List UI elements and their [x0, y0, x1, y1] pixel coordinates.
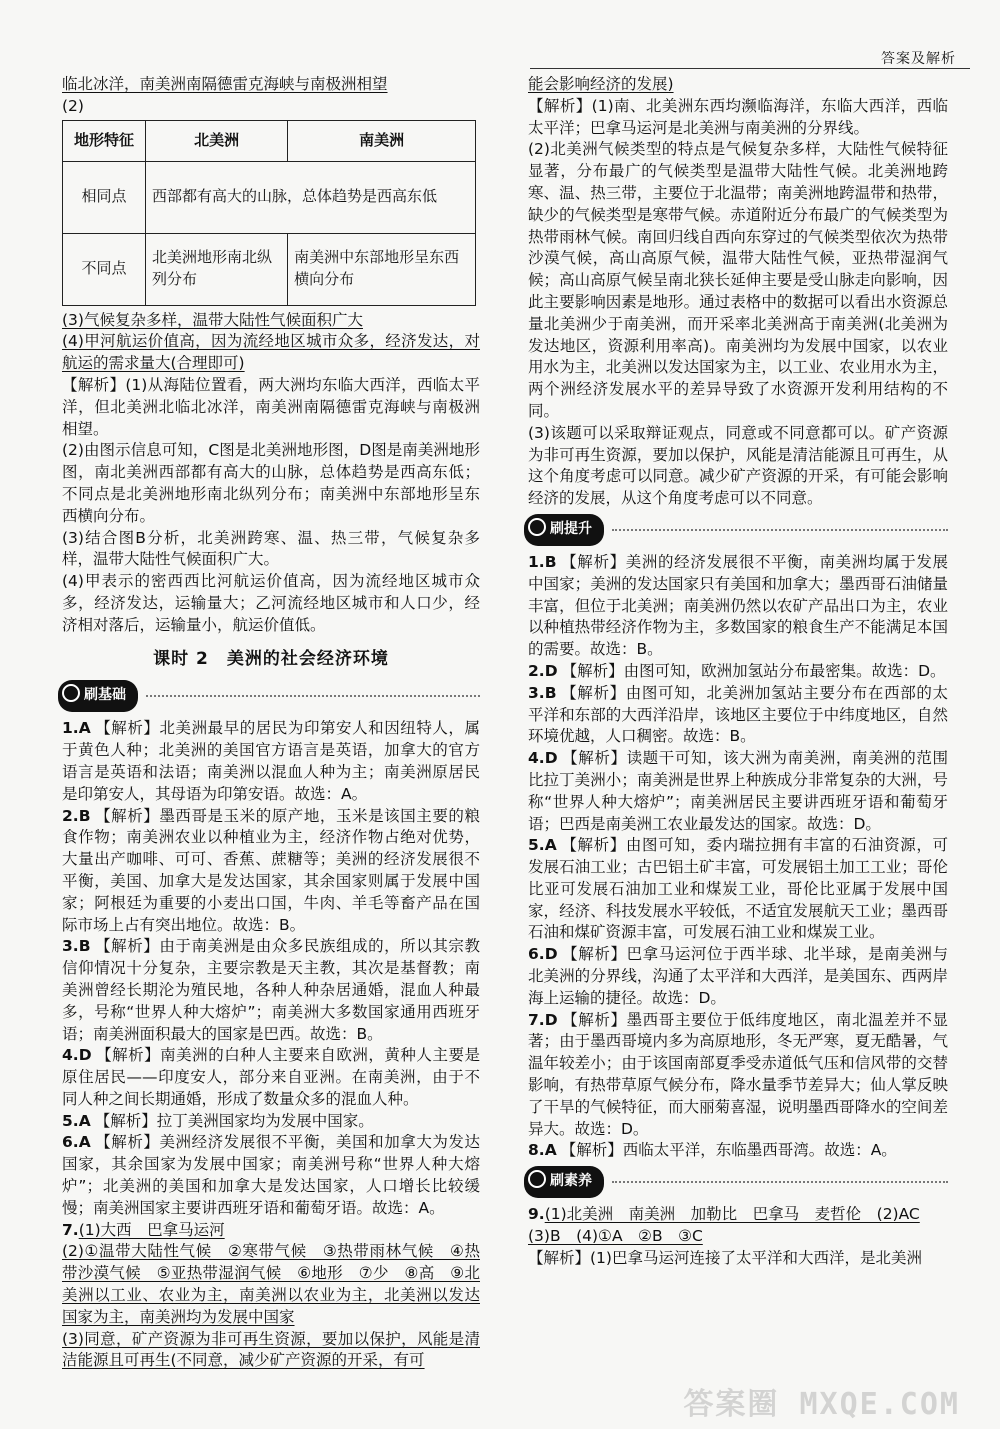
answer-choice: D — [78, 1046, 92, 1065]
answer-choice: A — [78, 1133, 91, 1152]
question-item: 6.D 【解析】巴拿马运河位于西半球、北半球，是南美洲与北美洲的分界线，沟通了太平洋和大西洋，是美国东、西两岸海上运输的捷径。故选：D。 — [528, 945, 948, 1007]
question-item: 5.A 【解析】拉丁美洲国家均为发展中国家。 — [62, 1111, 374, 1130]
table-row-label: 不同点 — [63, 233, 146, 305]
question-item: 3.B 【解析】由图可知，北美洲加氢站主要分布在西部的太平洋和东部的大西洋沿岸，该地区主要位于中纬度地区，自然环境优越，人口稠密。故选：B。 — [528, 683, 948, 746]
table-header: 北美洲 — [146, 120, 288, 161]
section-label: 答案及解析 — [881, 51, 956, 67]
page-header — [0, 0, 1000, 70]
answer-choice: A — [78, 719, 91, 738]
badge-label: 刷基础 — [84, 687, 126, 704]
question-item: 4.D 【解析】读题干可知，该大洲为南美洲，南美洲的范围比拉丁美洲小；南美洲是世界上种族成分非常复杂的大洲，号称“世界人种大熔炉”；南美洲居民主要讲西班牙语和葡萄牙语；巴西是南美洲工农业最发达的国家。故选：D。 — [528, 749, 948, 833]
brush-icon — [528, 1170, 546, 1188]
right-column — [528, 74, 948, 1270]
badge-label: 刷素养 — [550, 1173, 592, 1190]
answer-text: 临北冰洋，南美洲南隔德雷克海峡与南极洲相望 — [62, 75, 388, 93]
analysis-text: 【解析】(1)巴拿马运河连接了太平洋和大西洋，是北美洲 — [528, 1248, 922, 1267]
analysis-text: (2)北美洲气候类型的特点是气候复杂多样，大陆性气候特征显著，分布最广的气候类型是温带大陆性气候。北美洲地跨寒、温、热三带，主要位于北温带；南美洲地跨温带和热带，缺少的气候类型是寒带气候。赤道附近分布最广的气候类型为热带雨林气候。南回归线自西向东穿过的气候类型依次为热带沙漠气候，高山高原气候，温带大陆性气候，亚热带湿润气候；高山高原气候呈南北狭长延伸主要是受山脉走向影响，因此主要影响因素是地形。通过表格中的数据可以看出水资源总量北美洲少于南美洲，而开采率北美洲高于南美洲(北美洲为发达地区，资源利用率高)。南美洲均为发展中国家，以农业用水为主，北美洲以发达国家为主，以工业、农业用水为主，两个洲经济发展水平的差异导致了水资源开发利用结构的不同。 — [528, 140, 948, 420]
answer-text: 能会影响经济的发展) — [528, 75, 674, 93]
answer-text: (4)甲河航运价值高，因为流经地区城市众多，经济发达，对航运的需求量大(合理即可) — [62, 332, 480, 373]
question-item: 9.(1)北美洲 南美洲 加勒比 巴拿马 麦哲伦 (2)AC — [528, 1205, 920, 1224]
question-item: 5.A 【解析】由图可知，委内瑞拉拥有丰富的石油资源，可发展石油工业；古巴铝土矿丰富，可发展铝土加工工业；哥伦比亚可发展石油加工业和煤炭工业，哥伦比亚属于发展中国家，经济、科技发展水平较低，不适宜发展航天工业；墨西哥石油和煤矿资源丰富，可发展石油工业和煤炭工业。 — [528, 836, 948, 942]
question-item: 4.D 【解析】南美洲的白种人主要来自欧洲，黄种人主要是原住居民——印度安人，部分来自亚洲。在南美洲，由于不同人种之间长期通婚，形成了数量众多的混血人种。 — [62, 1046, 480, 1108]
question-item: 7.(1)大西 巴拿马运河 — [62, 1220, 225, 1239]
question-item: 6.A 【解析】美洲经济发展很不平衡，美国和加拿大为发达国家，其余国家为发展中国家；南美洲号称“世界人种大熔炉”；北美洲的美国和加拿大是发达国家，人口增长比较缓慢；南美洲国家主要讲西班牙语和葡萄牙语。故选：A。 — [62, 1133, 480, 1217]
brush-icon — [62, 684, 80, 702]
answer-choice: A — [78, 1111, 91, 1130]
question-item: 1.A 【解析】北美洲最早的居民为印第安人和因纽特人，属于黄色人种；北美洲的美国官方语言是英语，加拿大的官方语言是英语和法语；南美洲以混血人种为主；南美洲原居民是印第安人，其母语为印第安语。故选：A。 — [62, 719, 480, 803]
table-cell: 北美洲地形南北纵列分布 — [146, 233, 288, 305]
dotted-rule — [612, 529, 948, 531]
analysis-text: (3)该题可以采取辩证观点，同意或不同意都可以。矿产资源为非可再生资源，要加以保护，风能是清洁能源且可再生，从这个角度考虑可以同意。减少矿产资源的开采，有可能会影响经济的发展，从这个角度考虑可以不同意。 — [528, 423, 948, 508]
brush-icon — [528, 518, 546, 536]
table-row-label: 相同点 — [63, 161, 146, 233]
answer-choice: D — [544, 1010, 558, 1029]
analysis-text: (4)甲表示的密西西比河航运价值高，因为流经地区城市众多，经济发达，运输量大；乙河流经地区城市和人口少，经济相对落后，运输量小，航运价值低。 — [62, 572, 480, 634]
section-badge — [524, 514, 948, 546]
analysis-text: 【解析】(1)从海陆位置看，两大洲均东临大西洋，西临太平洋，但北美洲北临北冰洋，南美洲南隔德雷克海峡与南极洲相望。 — [62, 375, 480, 438]
table-cell: 南美洲中东部地形呈东西横向分布 — [288, 233, 476, 305]
question-item: 7.D 【解析】墨西哥主要位于低纬度地区，南北温差并不显著；由于墨西哥境内多为高原地形，冬无严寒，夏无酷暑，气温年较差小；由于该国南部夏季受赤道低气压和信风带的交替影响，有热带草原气候分布，降水量季节差异大；仙人掌反映了干旱的气候特征，而大丽菊喜湿，说明墨西哥降水的空间差异大。故选：D。 — [528, 1010, 948, 1138]
answer-text: (3)气候复杂多样，温带大陆性气候面积广大 — [62, 310, 363, 329]
dotted-rule — [612, 1181, 948, 1183]
question-item: 2.D 【解析】由图可知，欧洲加氢站分布最密集。故选：D。 — [528, 661, 946, 680]
answer-text: (3)B (4)①A ②B ③C — [528, 1227, 703, 1246]
table-header: 南美洲 — [288, 120, 476, 161]
answer-choice: A — [544, 1141, 557, 1160]
watermark: 答案圈 MXQE.COM — [683, 1387, 960, 1422]
analysis-text: 【解析】(1)南、北美洲东西均濒临海洋，东临大西洋，西临太平洋；巴拿马运河是北美洲与南美洲的分界线。 — [528, 96, 948, 137]
answer-text: (2)①温带大陆性气候 ②寒带气候 ③热带雨林气候 ④热带沙漠气候 ⑤亚热带湿润气候 ⑥地形 ⑦少 ⑧高 ⑨北美洲以工业、农业为主，南美洲以农业为主，北美洲以发达国家为主，南美洲均为发展中国家 — [62, 1242, 480, 1326]
section-badge — [524, 1166, 948, 1198]
analysis-text: (2)由图示信息可知，C图是北美洲地形图，D图是南美洲地形图，南北美洲西部都有高大的山脉，总体趋势是西高东低；不同点是北美洲地形南北纵列分布；南美洲中东部地形呈东西横向分布。 — [62, 441, 480, 525]
dotted-rule — [146, 695, 480, 697]
answer-choice: B — [544, 683, 557, 702]
question-item: 2.B 【解析】墨西哥是玉米的原产地，玉米是该国主要的粮食作物；南美洲农业以种植业为主，经济作物占绝对优势，大量出产咖啡、可可、香蕉、蔗糖等；美洲的经济发展很不平衡，美国、加拿大是发达国家，其余国家则属于发展中国家；阿根廷为重要的小麦出口国，牛肉、羊毛等畜产品在国际市场上占有突出地位。故选：B。 — [62, 806, 480, 934]
answer-choice: B — [544, 552, 557, 571]
answer-text: (3)同意，矿产资源为非可再生资源，要加以保护，风能是清洁能源且可再生(不同意，减少矿产资源的开采，有可 — [62, 1329, 480, 1370]
header-rule — [530, 68, 970, 69]
table-header: 地形特征 — [63, 120, 146, 161]
terrain-comparison-table — [62, 120, 476, 306]
answer-choice: A — [544, 836, 557, 855]
table-cell: 西部都有高大的山脉，总体趋势是西高东低 — [146, 161, 476, 233]
lesson-title: 课时 2 美洲的社会经济环境 — [153, 648, 389, 669]
answer-choice: B — [78, 806, 91, 825]
answer-text: (2) — [62, 96, 84, 115]
question-item: 8.A 【解析】西临太平洋，东临墨西哥湾。故选：A。 — [528, 1141, 897, 1160]
answer-choice: D — [544, 749, 558, 768]
answer-choice: D — [544, 945, 558, 964]
left-column — [62, 74, 480, 1372]
answer-choice: D — [544, 661, 558, 680]
answer-choice: B — [78, 937, 91, 956]
question-item: 3.B 【解析】由于南美洲是由众多民族组成的，所以其宗教信仰情况十分复杂，主要宗教是天主教，其次是基督教；南美洲曾经长期沦为殖民地，各种人种杂居通婚，混血人种最多，号称“世界人种大熔炉”；南美洲大多数国家通用西班牙语；南美洲面积最大的国家是巴西。故选：B。 — [62, 937, 480, 1043]
badge-label: 刷提升 — [550, 521, 592, 538]
analysis-text: (3)结合图B分析，北美洲跨寒、温、热三带，气候复杂多样，温带大陆性气候面积广大。 — [62, 528, 480, 569]
section-badge — [58, 680, 480, 712]
question-item: 1.B 【解析】美洲的经济发展很不平衡，南美洲均属于发展中国家；美洲的发达国家只有美国和加拿大；墨西哥石油储量丰富，但位于北美洲；南美洲仍然以农矿产品出口为主，农业以种植热带经济作物为主，多数国家的粮食生产不能满足本国的需要。故选：B。 — [528, 552, 948, 659]
